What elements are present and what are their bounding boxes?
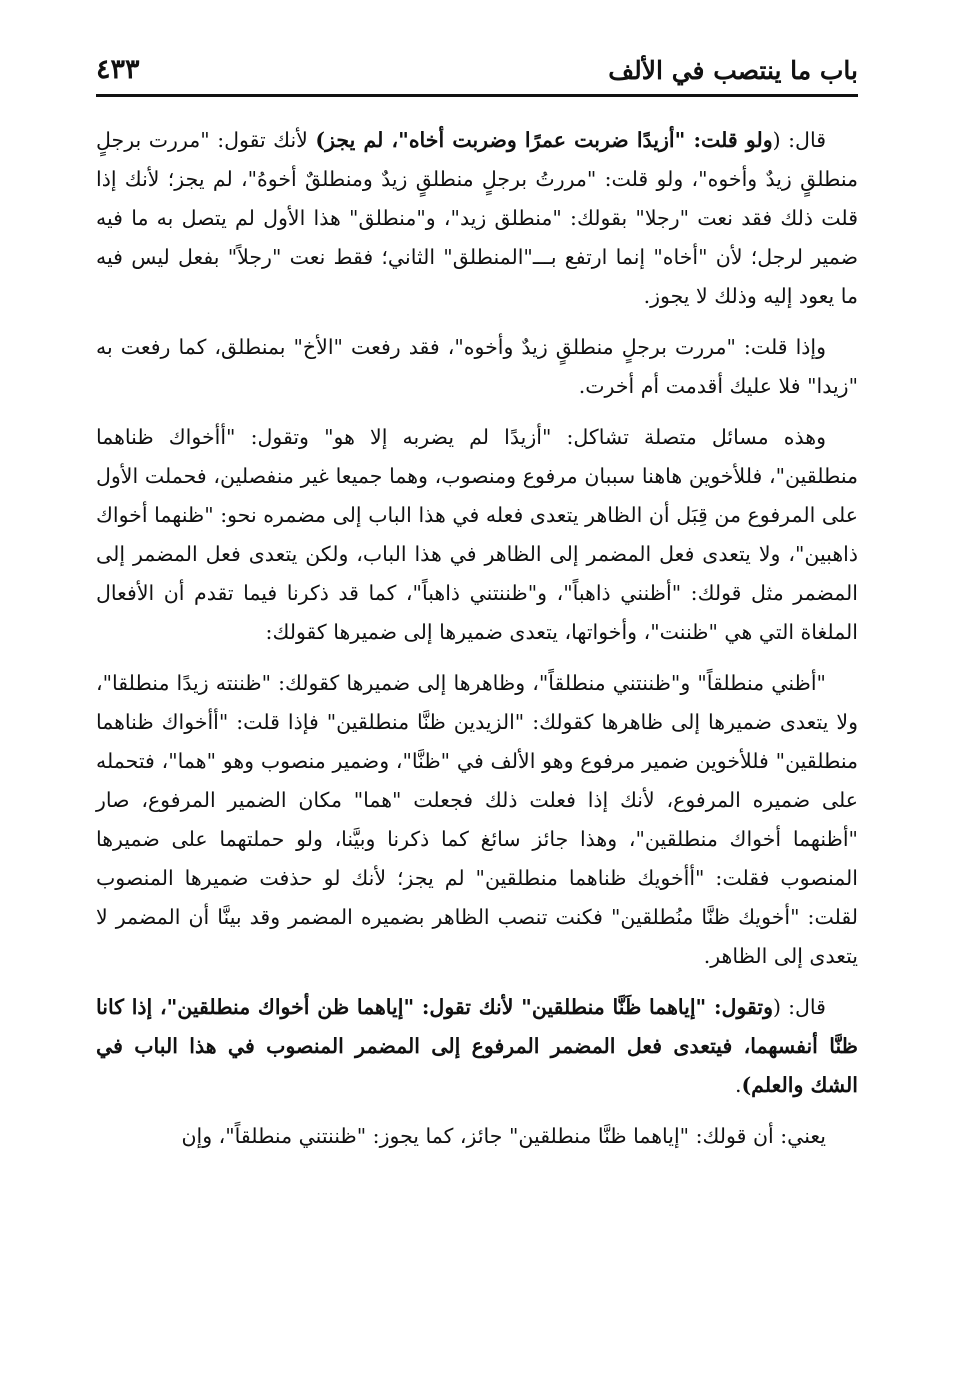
paragraph-lead: قال: ( (772, 128, 826, 152)
paragraph-6 (96, 1117, 858, 1156)
paragraph-bold-quote: ولو قلت: "أزيدًا ضربت عمرًا وضربت أخاه"، لم يجز) (315, 128, 773, 152)
paragraph-4 (96, 664, 858, 976)
paragraph-bold-quote: وتقول: "إياهما ظَنَّا منطلقين" لأنك تقول: "إياهما ظن أخواك منطلقين"، إذا كانا ظنَّا أنفسهما، فيتعدى فعل المضمر المرفوع إلى المضمر المنصوب في هذا الباب في الشك والعلم) (96, 995, 858, 1097)
paragraph-1 (96, 121, 858, 316)
book-page (96, 52, 858, 1355)
paragraph-text: لأنك تقول: "مررت برجلٍ منطلقٍ زيدٌ وأخوه"، ولو قلت: "مررتُ برجلٍ منطلقٍ زيدٌ ومنطلقٌ أخوهُ"، لم يجز؛ لأنك إذا قلت ذلك فقد نعت "رجلا" بقولك: "منطلق زيد"، و"منطلق" هذا الأول لم يتصل به ما فيه ضمير لرجل؛ لأن "أخاه" إنما ارتفع بـــ"المنطلق" الثاني؛ فقط نعت "رجلاً" بفعل ليس فيه ما يعود إليه وذلك لا يجوز. (96, 128, 858, 308)
paragraph-text: يعني: أن قولك: "إياهما ظنَّا منطلقين" جائز، كما يجوز: "ظننتني منطلقاً"، وإن (181, 1124, 826, 1148)
chapter-title: باب ما ينتصب في الألف (608, 56, 858, 85)
paragraph-2 (96, 328, 858, 406)
paragraph-text: وهذه مسائل متصلة تشاكل: "أزيدًا لم يضربه إلا هو" وتقول: "أأخواك ظناهما منطلقين"، فللأخوين هاهنا سببان مرفوع ومنصوب، وهما جميعا غير منفصلين، فحملت الأول على المرفوع من قِبَل أن الظاهر يتعدى فعله في هذا الباب إلى مضمره نحو: "ظنهما أخواك ذاهبين"، ولا يتعدى فعل المضمر إلى الظاهر في هذا الباب، ولكن يتعدى فعل المضمر إلى المضمر مثل قولك: "أظنني ذاهباً"، و"ظننتني ذاهباً"، كما قد ذكرنا فيما تقدم أن الأفعال الملغاة التي هي "ظننت"، وأخواتها، يتعدى ضميرها إلى ضميرها كقولك: (96, 425, 858, 644)
paragraph-5 (96, 988, 858, 1105)
page-body (96, 121, 858, 1156)
paragraph-text: . (734, 1073, 742, 1097)
paragraph-lead: قال: ( (773, 995, 826, 1019)
page-header (96, 52, 858, 97)
paragraph-text: وإذا قلت: "مررت برجلٍ منطلقٍ زيدٌ وأخوه"، فقد رفعت "الأخ" بمنطلق، كما رفعت به "زيدا" فلا عليك أقدمت أم أخرت. (96, 335, 858, 398)
page-number: ٤٣٣ (96, 54, 140, 85)
paragraph-3 (96, 418, 858, 652)
paragraph-text: "أظني منطلقاً" و"ظننتني منطلقاً"، وظاهرها إلى ضميرها كقولك: "ظننته زيدًا منطلقا"، ولا يتعدى ضميرها إلى ظاهرها كقولك: "الزيدين ظنَّا منطلقين" فإذا قلت: "أأخواك ظناهما منطلقين" فللأخوين ضمير مرفوع وهو الألف في "ظنَّا"، وضمير منصوب وهو "هما"، فتحمله على ضميره المرفوع، لأنك إذا فعلت ذلك فجعلت "هما" مكان الضمير المرفوع، صار "أظنهما أخواك منطلقين"، وهذا جائز سائغ كما ذكرنا وبيَّنا، ولو حملتهما على ضميرها المنصوب فقلت: "أأخويك ظناهما منطلقين" لم يجز؛ لأنك لو حذفت ضميرها المنصوب لقلت: "أخويك ظنَّا منُطلقين" فكنت تنصب الظاهر بضميره المضمر وقد بينَّا أن المضمر لا يتعدى إلى الظاهر. (96, 671, 858, 968)
